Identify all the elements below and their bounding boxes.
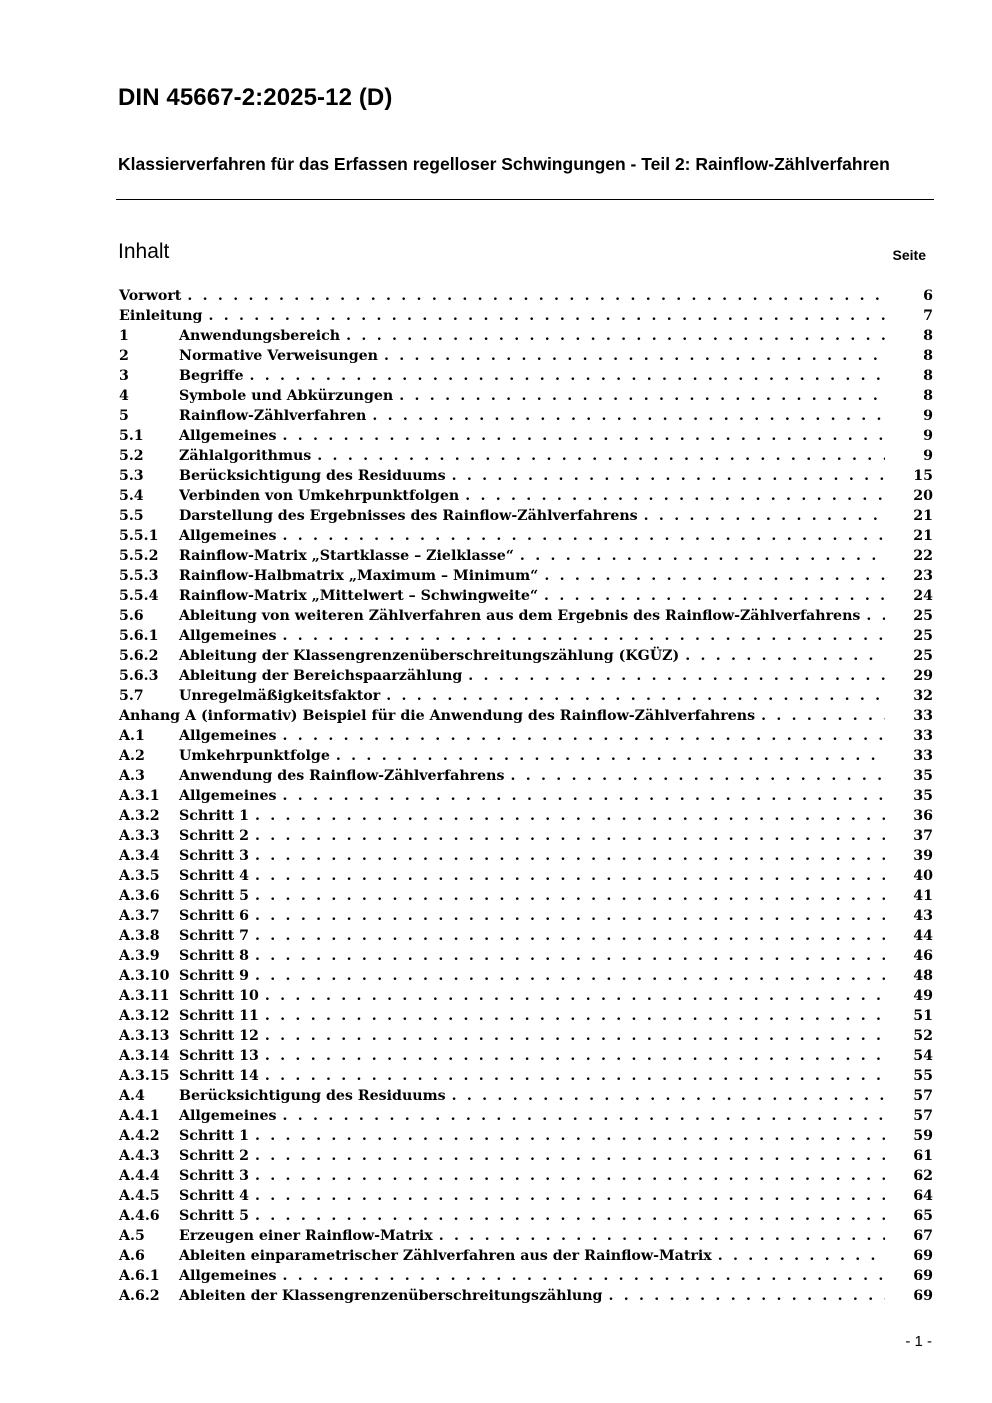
toc-leader-dots [255,1166,885,1186]
toc-entry-number: A.4.4 [119,1168,160,1184]
toc-entry[interactable] [119,586,933,606]
toc-entry-number: 1 [119,328,129,344]
toc-entry-number: 4 [119,388,129,404]
toc-leader-dots [317,446,885,466]
toc-leader-dots [255,866,885,886]
toc-entry[interactable] [119,1266,933,1286]
toc-entry-title: Ableiten der Klassengrenzenüberschreitungszählung [179,1288,603,1304]
toc-entry-title: Schritt 13 [179,1048,259,1064]
toc-entry-number: A.4.1 [119,1108,160,1124]
toc-leader-dots [255,926,885,946]
toc-entry-number: A.4.5 [119,1188,160,1204]
toc-entry-title: Vorwort [119,288,182,304]
toc-leader-dots [544,586,885,606]
toc-leader-dots [283,786,886,806]
toc-entry[interactable] [119,1086,933,1106]
toc-entry-title: Schritt 7 [179,928,249,944]
toc-entry-title: Allgemeines [179,788,277,804]
toc-leader-dots [346,326,885,346]
toc-entry[interactable] [119,1246,933,1266]
toc-entry-number: A.5 [119,1228,145,1244]
toc-entry-number: 5.3 [119,468,144,484]
toc-entry[interactable] [119,446,933,466]
toc-entry[interactable] [119,1226,933,1246]
toc-page-label: Seite [892,247,926,263]
toc-leader-dots [265,986,885,1006]
toc-entry-number: A.3.12 [119,1008,170,1024]
toc-entry-title: Allgemeines [179,1268,277,1284]
toc-entry[interactable] [119,666,933,686]
toc-entry-title: Schritt 4 [179,868,249,884]
toc-leader-dots [283,1266,886,1286]
toc-entry-title: Allgemeines [179,1108,277,1124]
toc-leader-dots [468,666,885,686]
toc-entry-page: 46 [913,948,933,964]
toc-leader-dots [384,346,885,366]
toc-entry-title: Rainflow-Matrix „Mittelwert – Schwingweite“ [179,588,539,604]
toc-entry-page: 25 [913,628,933,644]
toc-entry[interactable] [119,386,933,406]
toc-entry[interactable] [119,1046,933,1066]
toc-leader-dots [520,546,885,566]
toc-entry[interactable] [119,706,933,726]
toc-entry-number: A.3.9 [119,948,160,964]
toc-entry-title: Unregelmäßigkeitsfaktor [179,688,381,704]
toc-entry-number: 5.7 [119,688,144,704]
toc-entry-title: Ableitung der Klassengrenzenüberschreitungszählung (KGÜZ) [179,648,680,664]
toc-entry-title: Begriffe [179,368,244,384]
toc-entry[interactable] [119,726,933,746]
toc-entry-title: Schritt 3 [179,1168,249,1184]
toc-entry-number: 5.5.3 [119,568,159,584]
toc-entry[interactable] [119,886,933,906]
toc-leader-dots [510,766,885,786]
toc-leader-dots [644,506,885,526]
toc-leader-dots [255,826,885,846]
toc-entry-page: 54 [913,1048,933,1064]
toc-entry-page: 23 [913,568,933,584]
toc-entry-page: 20 [913,488,933,504]
toc-entry-title: Einleitung [119,308,203,324]
toc-entry-title: Allgemeines [179,528,277,544]
toc-entry-page: 7 [923,308,933,324]
toc-entry-page: 69 [913,1248,933,1264]
toc-entry-number: 3 [119,368,129,384]
toc-entry-page: 25 [913,648,933,664]
toc-entry[interactable] [119,626,933,646]
toc-leader-dots [336,746,885,766]
toc-entry[interactable] [119,346,933,366]
toc-leader-dots [544,566,885,586]
toc-entry[interactable] [119,1286,933,1306]
toc-entry-page: 29 [913,668,933,684]
toc-entry-number: A.3.2 [119,808,160,824]
toc-leader-dots [685,646,885,666]
toc-leader-dots [283,426,886,446]
toc-entry-title: Schritt 2 [179,1148,249,1164]
toc-entry-page: 52 [913,1028,933,1044]
toc-entry-title: Allgemeines [179,428,277,444]
toc-leader-dots [255,1206,885,1226]
toc-entry-number: 5.5 [119,508,144,524]
toc-entry-number: A.4.6 [119,1208,160,1224]
toc-entry-title: Symbole und Abkürzungen [179,388,394,404]
toc-leader-dots [465,486,885,506]
toc-entry-number: A.3.6 [119,888,160,904]
toc-entry-title: Anwendungsbereich [179,328,341,344]
toc-entry-number: 5.6 [119,608,144,624]
toc-entry-page: 8 [923,348,933,364]
toc-entry-number: 5.5.2 [119,548,159,564]
toc-entry[interactable] [119,1146,933,1166]
toc-entry-number: A.3.14 [119,1048,170,1064]
toc-entry-title: Allgemeines [179,728,277,744]
toc-entry[interactable] [119,566,933,586]
toc-entry-title: Umkehrpunktfolge [179,748,330,764]
toc-entry[interactable] [119,1006,933,1026]
toc-leader-dots [255,1186,885,1206]
toc-entry[interactable] [119,806,933,826]
toc-entry[interactable] [119,1166,933,1186]
toc-entry-title: Normative Verweisungen [179,348,378,364]
toc-leader-dots [283,726,886,746]
toc-leader-dots [718,1246,885,1266]
toc-entry-title: Ableiten einparametrischer Zählverfahren aus der Rainflow-Matrix [179,1248,712,1264]
toc-entry-page: 9 [923,428,933,444]
toc-entry[interactable] [119,426,933,446]
toc-entry[interactable] [119,686,933,706]
toc-leader-dots [265,1046,885,1066]
toc-entry-page: 44 [913,928,933,944]
toc-entry-number: A.4.3 [119,1148,160,1164]
toc-entry[interactable] [119,986,933,1006]
toc-entry-page: 37 [913,828,933,844]
toc-entry[interactable] [119,1206,933,1226]
toc-entry-page: 64 [913,1188,933,1204]
toc-entry[interactable] [119,486,933,506]
toc-entry-page: 59 [913,1128,933,1144]
toc-entry-number: A.3.11 [119,988,170,1004]
toc-entry-title: Schritt 8 [179,948,249,964]
toc-entry-page: 43 [913,908,933,924]
toc-entry-title: Schritt 2 [179,828,249,844]
toc-entry-title: Berücksichtigung des Residuums [179,468,446,484]
toc-entry-number: 5.5.1 [119,528,159,544]
toc-entry[interactable] [119,946,933,966]
toc-entry-title: Schritt 10 [179,988,259,1004]
toc-entry-page: 39 [913,848,933,864]
toc-entry[interactable] [119,1026,933,1046]
toc-entry-page: 33 [913,728,933,744]
toc-entry-number: A.4.2 [119,1128,160,1144]
toc-entry[interactable] [119,1126,933,1146]
toc-leader-dots [283,526,886,546]
toc-entry-page: 49 [913,988,933,1004]
toc-entry-number: A.3.13 [119,1028,170,1044]
toc-leader-dots [372,406,885,426]
toc-entry-page: 51 [913,1008,933,1024]
toc-entry-title: Anhang A (informativ) Beispiel für die Anwendung des Rainflow-Zählverfahrens [119,708,756,724]
toc-entry-number: A.3.1 [119,788,160,804]
toc-entry-number: A.1 [119,728,145,744]
toc-entry[interactable] [119,466,933,486]
toc-entry-page: 33 [913,708,933,724]
toc-entry-number: A.3.5 [119,868,160,884]
toc-entry-page: 55 [913,1068,933,1084]
toc-leader-dots [255,1146,885,1166]
toc-entry-page: 21 [913,528,933,544]
toc-leader-dots [255,846,885,866]
toc-entry-title: Zählalgorithmus [179,448,312,464]
toc-entry-page: 22 [913,548,933,564]
toc-entry-page: 69 [913,1268,933,1284]
toc-leader-dots [255,1126,885,1146]
toc-entry-number: 5 [119,408,129,424]
toc-leader-dots [283,626,886,646]
toc-entry-number: 5.6.1 [119,628,159,644]
toc-leader-dots [249,366,885,386]
toc-entry-number: A.4 [119,1088,145,1104]
toc-entry-page: 32 [913,688,933,704]
toc-entry-title: Schritt 14 [179,1068,259,1084]
toc-entry[interactable] [119,646,933,666]
toc-entry-title: Schritt 4 [179,1188,249,1204]
toc-entry-title: Rainflow-Matrix „Startklasse – Zielklasse“ [179,548,514,564]
toc-entry-number: A.3 [119,768,145,784]
toc-entry[interactable] [119,926,933,946]
toc-entry-page: 48 [913,968,933,984]
toc-entry-page: 61 [913,1148,933,1164]
toc-entry-title: Ableitung der Bereichspaarzählung [179,668,463,684]
toc-entry[interactable] [119,966,933,986]
toc-leader-dots [265,1026,885,1046]
toc-entry-title: Verbinden von Umkehrpunktfolgen [179,488,460,504]
toc-leader-dots [866,606,885,626]
toc-entry[interactable] [119,826,933,846]
toc-entry-number: A.3.3 [119,828,160,844]
toc-entry[interactable] [119,866,933,886]
toc-entry-title: Rainflow-Zählverfahren [179,408,367,424]
toc-entry[interactable] [119,506,933,526]
toc-entry-page: 15 [913,468,933,484]
page-number: - 1 - [905,1333,932,1350]
toc-entry-page: 41 [913,888,933,904]
toc-entry-page: 8 [923,368,933,384]
toc-entry-number: 2 [119,348,129,364]
toc-entry-number: A.2 [119,748,145,764]
toc-heading: Inhalt [118,240,170,263]
toc-entry-page: 9 [923,448,933,464]
toc-entry[interactable] [119,786,933,806]
toc-entry-title: Schritt 12 [179,1028,259,1044]
toc-leader-dots [608,1286,885,1306]
toc-entry-number: A.3.10 [119,968,170,984]
toc-entry-title: Darstellung des Ergebnisses des Rainflow-Zählverfahrens [179,508,638,524]
toc-entry-title: Schritt 5 [179,1208,249,1224]
toc-entry-page: 8 [923,328,933,344]
toc-entry-number: 5.4 [119,488,144,504]
toc-entry[interactable] [119,406,933,426]
toc-entry-page: 65 [913,1208,933,1224]
toc-entry-number: 5.1 [119,428,144,444]
toc-entry-title: Schritt 6 [179,908,249,924]
toc-entry-page: 40 [913,868,933,884]
toc-entry[interactable] [119,1106,933,1126]
toc-entry-title: Schritt 3 [179,848,249,864]
toc-entry[interactable] [119,1186,933,1206]
toc-leader-dots [255,806,885,826]
toc-entry-page: 69 [913,1288,933,1304]
toc-entry-page: 35 [913,788,933,804]
toc-leader-dots [439,1226,885,1246]
toc-leader-dots [255,906,885,926]
toc-entry[interactable] [119,526,933,546]
toc-entry-page: 25 [913,608,933,624]
toc-entry-page: 57 [913,1088,933,1104]
toc-leader-dots [255,946,885,966]
toc-entry-page: 9 [923,408,933,424]
toc-entry-title: Rainflow-Halbmatrix „Maximum – Minimum“ [179,568,539,584]
toc-entry-page: 62 [913,1168,933,1184]
toc-leader-dots [386,686,885,706]
toc-entry[interactable] [119,1066,933,1086]
toc-leader-dots [265,1066,885,1086]
toc-leader-dots [255,886,885,906]
toc-entry-page: 35 [913,768,933,784]
toc-entry-title: Ableitung von weiteren Zählverfahren aus dem Ergebnis des Rainflow-Zählverfahrens [179,608,861,624]
toc-leader-dots [452,1086,885,1106]
toc-entry[interactable] [119,286,933,306]
toc-entry-title: Schritt 1 [179,1128,249,1144]
toc-entry[interactable] [119,746,933,766]
toc-entry-number: 5.6.2 [119,648,159,664]
toc-entry[interactable] [119,906,933,926]
toc-entry[interactable] [119,366,933,386]
toc-leader-dots [255,966,885,986]
toc-entry-title: Schritt 5 [179,888,249,904]
toc-entry-number: A.3.8 [119,928,160,944]
toc-entry-page: 8 [923,388,933,404]
toc-entry-title: Berücksichtigung des Residuums [179,1088,446,1104]
toc-entry-title: Schritt 1 [179,808,249,824]
toc-entry-number: 5.5.4 [119,588,159,604]
toc-entry[interactable] [119,606,933,626]
toc-entry-title: Allgemeines [179,628,277,644]
toc-entry-title: Anwendung des Rainflow-Zählverfahrens [179,768,505,784]
toc-entry-number: 5.6.3 [119,668,159,684]
toc-leader-dots [761,706,885,726]
toc-entry-page: 24 [913,588,933,604]
document-title: Klassierverfahren für das Erfassen regelloser Schwingungen - Teil 2: Rainflow-Zählverfahren [118,154,890,174]
toc-entry-page: 21 [913,508,933,524]
toc-entry-page: 36 [913,808,933,824]
table-of-contents [119,286,933,1306]
toc-entry-number: A.3.7 [119,908,160,924]
toc-leader-dots [452,466,885,486]
toc-leader-dots [187,286,885,306]
toc-entry-number: A.6 [119,1248,145,1264]
toc-leader-dots [208,306,885,326]
toc-entry[interactable] [119,766,933,786]
toc-entry-number: A.6.2 [119,1288,160,1304]
toc-entry-title: Schritt 11 [179,1008,259,1024]
toc-entry-number: A.6.1 [119,1268,160,1284]
document-id: DIN 45667-2:2025-12 (D) [118,84,393,111]
toc-leader-dots [265,1006,885,1026]
toc-entry-page: 33 [913,748,933,764]
toc-entry-page: 67 [913,1228,933,1244]
toc-entry-number: A.3.15 [119,1068,170,1084]
toc-entry-number: A.3.4 [119,848,160,864]
toc-entry-page: 57 [913,1108,933,1124]
toc-entry[interactable] [119,326,933,346]
toc-entry-title: Schritt 9 [179,968,249,984]
toc-entry[interactable] [119,306,933,326]
toc-entry-page: 6 [923,288,933,304]
toc-leader-dots [399,386,885,406]
title-divider [116,199,934,200]
toc-entry[interactable] [119,546,933,566]
toc-entry-title: Erzeugen einer Rainflow-Matrix [179,1228,433,1244]
toc-leader-dots [283,1106,886,1126]
toc-entry-number: 5.2 [119,448,144,464]
toc-entry[interactable] [119,846,933,866]
